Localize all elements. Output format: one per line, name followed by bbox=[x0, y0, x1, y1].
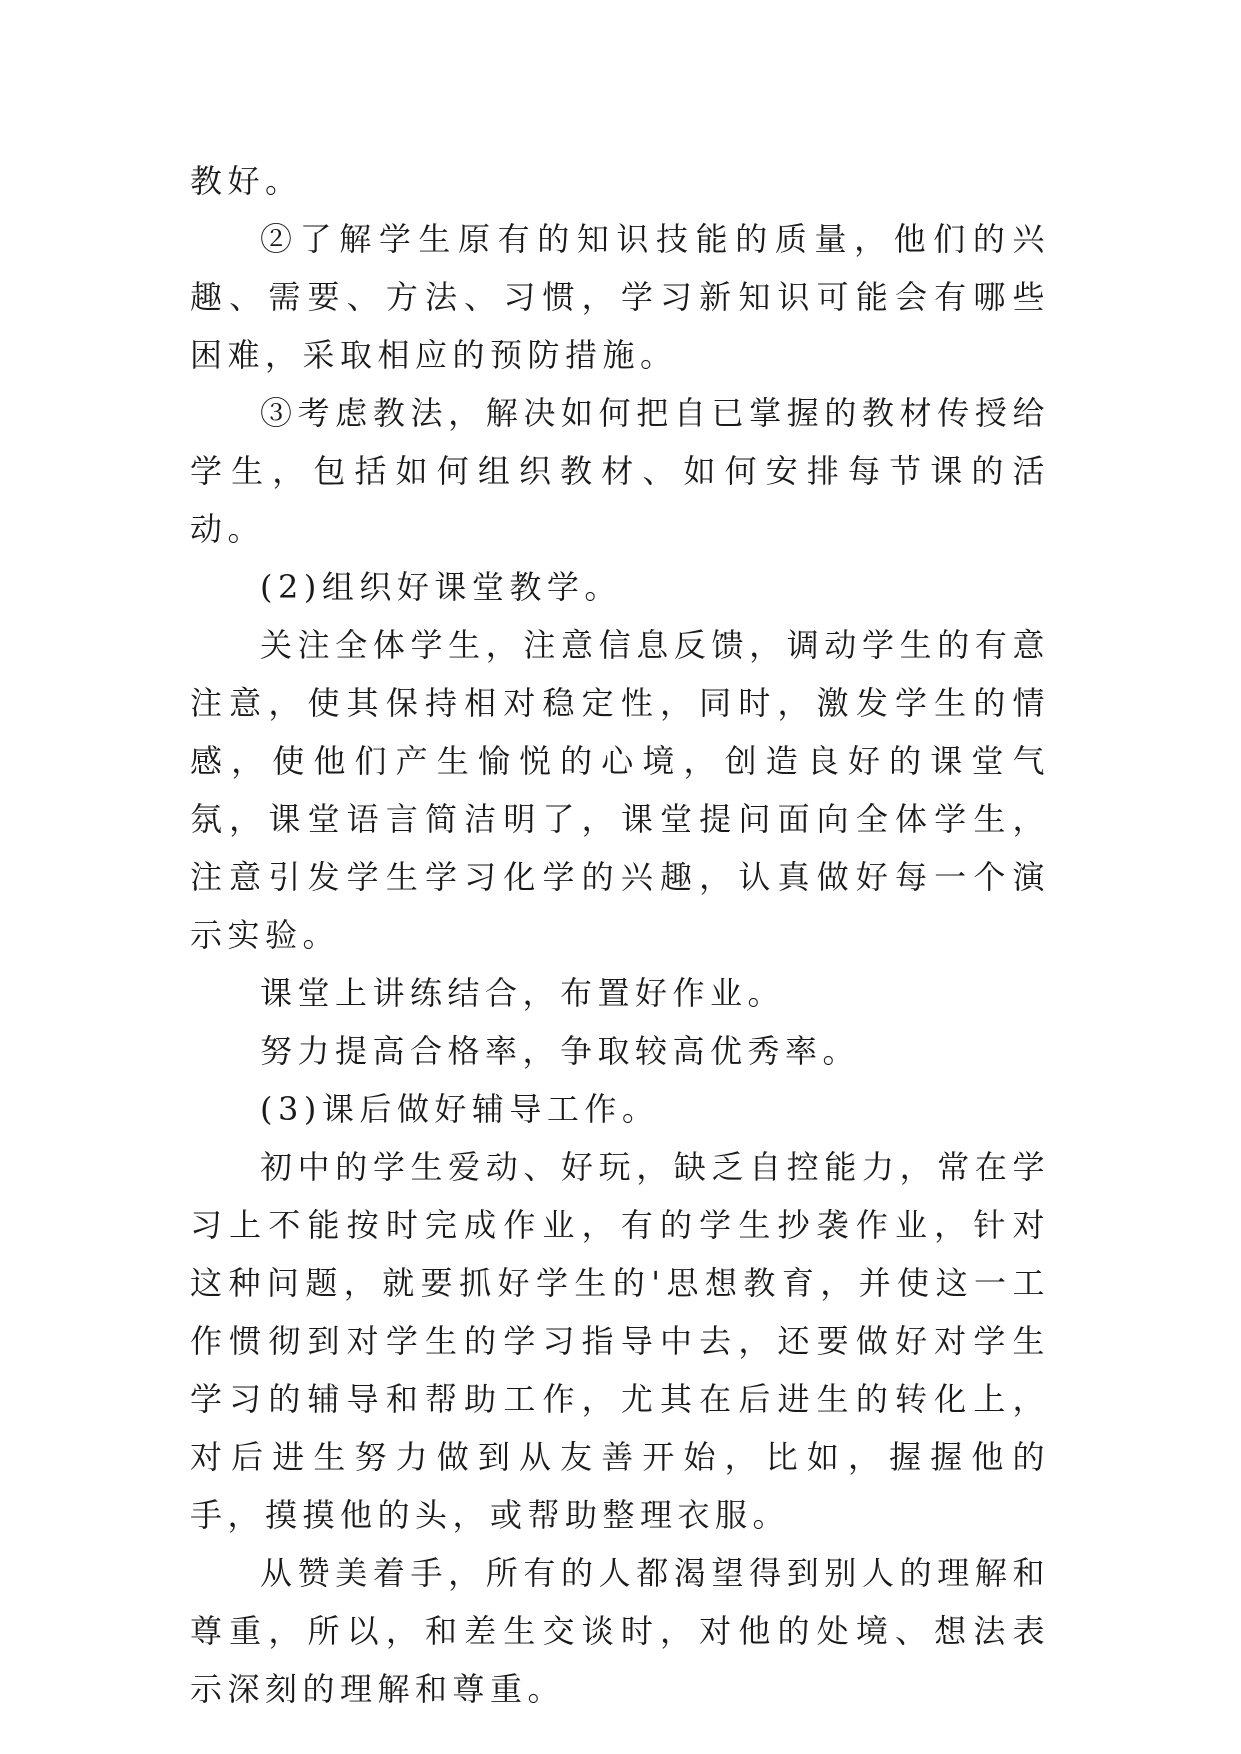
paragraph-classroom-attention: 关注全体学生，注意信息反馈，调动学生的有意注意，使其保持相对稳定性，同时，激发学生的情感，使他们产生愉悦的心境，创造良好的课堂气氛，课堂语言简洁明了，课堂提问面向全体学生，注意引发学生学习化学的兴趣，认真做好每一个演示实验。 bbox=[190, 626, 1050, 954]
paragraph-practice-homework: 课堂上讲练结合，布置好作业。 bbox=[260, 974, 786, 1012]
paragraph-praise-respect: 从赞美着手，所有的人都渴望得到别人的理解和尊重，所以，和差生交谈时，对他的处境、想法表示深刻的理解和尊重。 bbox=[190, 1554, 1050, 1708]
paragraph-understand-students: ②了解学生原有的知识技能的质量，他们的兴趣、需要、方法、习惯，学习新知识可能会有哪些困难，采取相应的预防措施。 bbox=[190, 220, 1050, 374]
document-body bbox=[190, 152, 1050, 1718]
paragraph-student-guidance: 初中的学生爱动、好玩，缺乏自控能力，常在学习上不能按时完成作业，有的学生抄袭作业，针对这种问题，就要抓好学生的'思想教育，并使这一工作惯彻到对学生的学习指导中去，还要做好对学生学习的辅导和帮助工作，尤其在后进生的转化上，对后进生努力做到从友善开始，比如，握握他的手，摸摸他的头，或帮助整理衣服。 bbox=[190, 1148, 1050, 1534]
paragraph-pass-rate: 努力提高合格率，争取较高优秀率。 bbox=[260, 1032, 861, 1070]
paragraph-teaching-methods: ③考虑教法，解决如何把自已掌握的教材传授给学生，包括如何组织教材、如何安排每节课的活动。 bbox=[190, 394, 1050, 548]
section-heading-after-class: (3)课后做好辅导工作。 bbox=[260, 1090, 660, 1128]
paragraph-continuation: 教好。 bbox=[190, 162, 303, 200]
section-heading-classroom-teaching: (2)组织好课堂教学。 bbox=[260, 568, 622, 606]
